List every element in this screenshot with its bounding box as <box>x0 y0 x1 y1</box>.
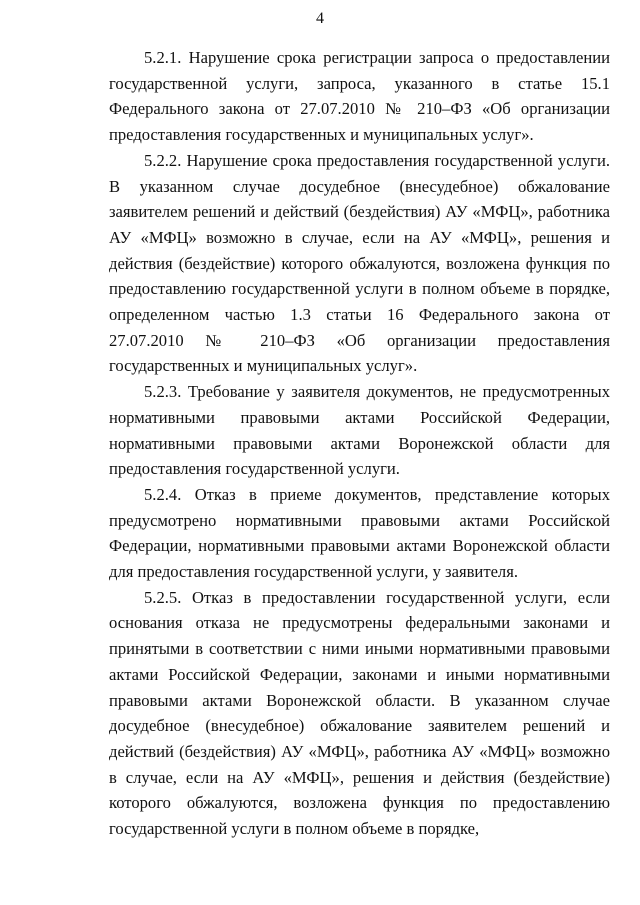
paragraph-5-2-4: 5.2.4. Отказ в приеме документов, представление которых предусмотрено нормативными правовыми актами Российской Федерации, нормативными правовыми актами Воронежской области для предоставления государственной услуги, у заявителя. <box>109 484 610 582</box>
document-body <box>109 45 610 842</box>
page-number: 4 <box>316 10 324 27</box>
paragraph-5-2-3: 5.2.3. Требование у заявителя документов, не предусмотренных нормативными правовыми актами Российской Федерации, нормативными правовыми актами Воронежской области для предоставления государственной услуги. <box>109 382 610 479</box>
paragraph-5-2-1: 5.2.1. Нарушение срока регистрации запроса о предоставлении государственной услуги, запроса, указанного в статье 15.1 Федерального закона от 27.07.2010 № 210–ФЗ «Об организации предоставления государственных и муниципальных услуг». <box>109 48 610 145</box>
paragraph-5-2-5: 5.2.5. Отказ в предоставлении государственной услуги, если основания отказа не предусмотрены федеральными законами и принятыми в соответствии с ними иными нормативными правовыми актами Российской Федерации, законами и иными нормативными правовыми актами Воронежской области. В указанном случае досудебное (внесудебное) обжалование заявителем решений и действий (бездействия) АУ «МФЦ», работника АУ «МФЦ» возможно в случае, если на АУ «МФЦ», решения и действия (бездействие) которого обжалуются, возложена функция по предоставлению государственной услуги в полном объеме в порядке, <box>109 587 610 839</box>
paragraph-5-2-2: 5.2.2. Нарушение срока предоставления государственной услуги. В указанном случае досудебное (внесудебное) обжалование заявителем решений и действий (бездействия) АУ «МФЦ», работника АУ «МФЦ» возможно в случае, если на АУ «МФЦ», решения и действия (бездействие) которого обжалуются, возложена функция по предоставлению государственной услуги в полном объеме в порядке, определенном частью 1.3 статьи 16 Федерального закона от 27.07.2010 № 210–ФЗ «Об организации предоставления государственных и муниципальных услуг». <box>109 150 610 376</box>
